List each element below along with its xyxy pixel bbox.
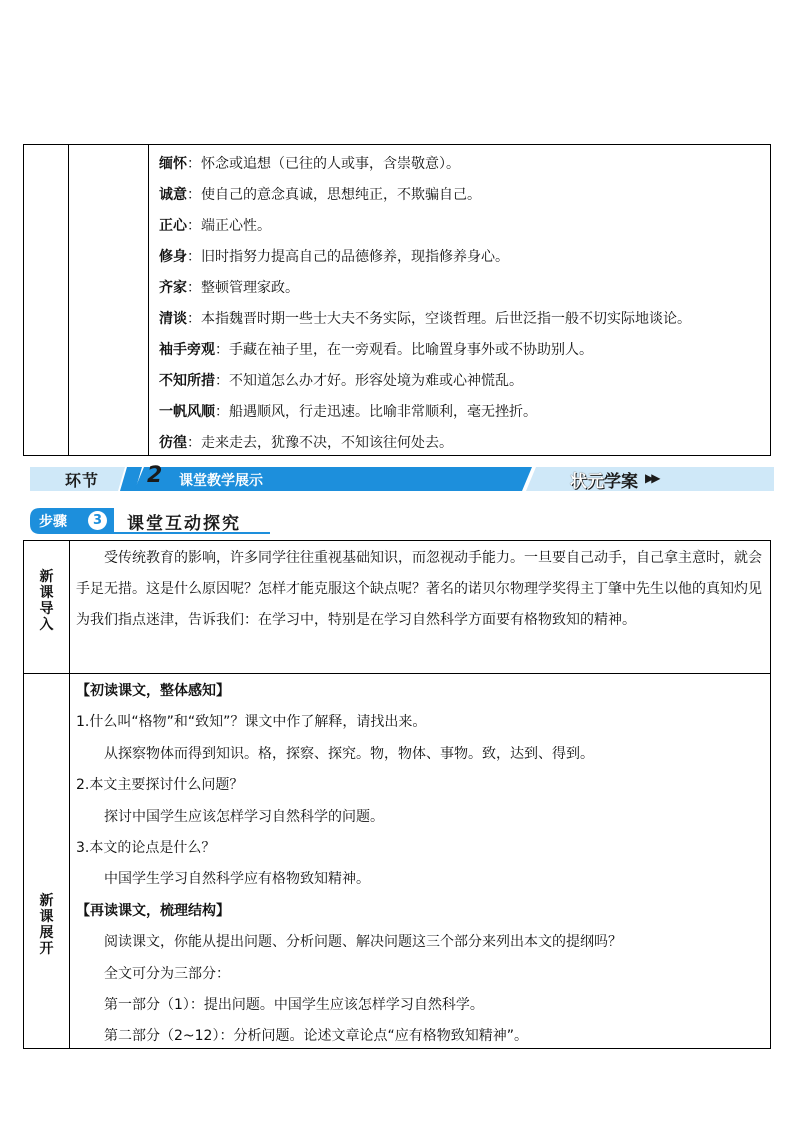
step-label: 步骤 bbox=[39, 514, 67, 530]
vocab-item bbox=[159, 180, 769, 211]
vocab-term: 修身 bbox=[159, 249, 187, 265]
vocab-term: 彷徨 bbox=[159, 435, 187, 451]
vocab-definition: ：使自己的意念真诚，思想纯正，不欺骗自己。 bbox=[187, 187, 481, 203]
intro-row-label bbox=[24, 569, 69, 633]
section-heading: 【再读课文，梳理结构】 bbox=[76, 902, 230, 919]
vocab-term: 一帆风顺 bbox=[159, 404, 215, 420]
vocab-definition: ：旧时指努力提高自己的品德修养，现指修养身心。 bbox=[187, 249, 509, 265]
question-line: 3.本文的论点是什么？ bbox=[76, 839, 216, 856]
label-char: 课 bbox=[39, 585, 54, 601]
vocab-term: 齐家 bbox=[159, 280, 187, 296]
vocab-definition: ：船遇顺风，行走迅速。比喻非常顺利，毫无挫折。 bbox=[215, 404, 537, 420]
text-line: 第一部分（1）：提出问题。中国学生应该怎样学习自然科学。 bbox=[104, 996, 484, 1013]
step-number-badge: 3 bbox=[88, 511, 107, 530]
label-char: 新 bbox=[39, 893, 54, 909]
row-divider bbox=[24, 673, 770, 674]
section-banner bbox=[30, 465, 774, 493]
vocab-definition: ：不知道怎么办才好。形容处境为难或心神慌乱。 bbox=[215, 373, 523, 389]
brand-logo-part-a: 状元 bbox=[570, 472, 604, 492]
brand-logo-part-b: 学案 bbox=[604, 472, 638, 492]
label-char: 课 bbox=[39, 909, 54, 925]
intro-paragraph: 受传统教育的影响，许多同学往往重视基础知识，而忽视动手能力。一旦要自己动手，自己拿主意时，就会手足无措。这是什么原因呢？怎样才能克服这个缺点呢？著名的诺贝尔物理学奖得主丁肇中先生以他的真知灼见为我们指点迷津，告诉我们：在学习中，特别是在学习自然科学方面要有格物致知的精神。 bbox=[76, 550, 762, 628]
answer-line: 从探察物体而得到知识。格，探察、探究。物，物体、事物。致，达到、得到。 bbox=[104, 745, 594, 762]
answer-line: 探讨中国学生应该怎样学习自然科学的问题。 bbox=[104, 808, 384, 825]
vocab-term: 缅怀 bbox=[159, 156, 187, 172]
expand-row-label bbox=[24, 893, 69, 957]
expand-content bbox=[76, 676, 766, 1053]
step-header bbox=[30, 506, 270, 536]
label-char: 展 bbox=[39, 925, 54, 941]
vocab-definition: ：走来走去，犹豫不决，不知该往何处去。 bbox=[187, 435, 453, 451]
step-title: 课堂互动探究 bbox=[127, 514, 241, 534]
vocab-item bbox=[159, 335, 769, 366]
text-line: 阅读课文，你能从提出问题、分析问题、解决问题这三个部分来列出本文的提纲吗？ bbox=[104, 934, 622, 951]
vocab-term: 正心 bbox=[159, 218, 187, 234]
vocab-label-column bbox=[24, 145, 69, 455]
banner-section-label: 环节 bbox=[65, 471, 100, 490]
section-heading: 【初读课文，整体感知】 bbox=[76, 683, 230, 699]
question-line: 2.本文主要探讨什么问题？ bbox=[76, 777, 244, 794]
column-divider bbox=[69, 541, 70, 1048]
label-char: 入 bbox=[39, 617, 54, 633]
vocab-term: 诚意 bbox=[159, 187, 187, 203]
text-line: 第二部分（2~12）：分析问题。论述文章论点“应有格物致知精神”。 bbox=[104, 1028, 528, 1045]
vocab-definition: ：手藏在袖子里，在一旁观看。比喻置身事外或不协助别人。 bbox=[215, 342, 593, 358]
vocab-item bbox=[159, 397, 769, 428]
vocab-item bbox=[159, 273, 769, 304]
banner-background bbox=[30, 465, 774, 493]
vocab-term: 不知所措 bbox=[159, 373, 215, 389]
double-arrow-icon: ▶▶ bbox=[645, 471, 658, 485]
vocab-term: 袖手旁观 bbox=[159, 342, 215, 358]
vocab-item bbox=[159, 149, 769, 180]
vocabulary-table bbox=[23, 144, 771, 456]
vocab-list bbox=[159, 149, 769, 459]
vocab-term: 清谈 bbox=[159, 311, 187, 327]
vocab-definition: ：本指魏晋时期一些士大夫不务实际，空谈哲理。后世泛指一般不切实际地谈论。 bbox=[187, 311, 691, 327]
vocab-item bbox=[159, 366, 769, 397]
text-line: 全文可分为三部分： bbox=[104, 965, 230, 982]
lesson-table bbox=[23, 540, 771, 1049]
vocab-item bbox=[159, 211, 769, 242]
vocab-item bbox=[159, 428, 769, 459]
banner-section-title: 课堂教学展示 bbox=[179, 473, 263, 489]
vocab-definition: ：整顿管理家政。 bbox=[187, 280, 299, 296]
answer-line: 中国学生学习自然科学应有格物致知精神。 bbox=[104, 871, 370, 888]
label-char: 新 bbox=[39, 569, 54, 585]
vocab-definition: ：怀念或追想（已往的人或事，含崇敬意）。 bbox=[187, 156, 460, 172]
vocab-item bbox=[159, 304, 769, 335]
label-char: 开 bbox=[39, 941, 54, 957]
brand-logo bbox=[570, 467, 638, 492]
vocab-empty-column bbox=[69, 145, 149, 455]
banner-section-number: 2 bbox=[147, 463, 163, 488]
question-line: 1.什么叫“格物”和“致知”？课文中作了解释，请找出来。 bbox=[76, 714, 427, 731]
vocab-item bbox=[159, 242, 769, 273]
vocab-definition: ：端正心性。 bbox=[187, 218, 271, 234]
label-char: 导 bbox=[39, 601, 54, 617]
